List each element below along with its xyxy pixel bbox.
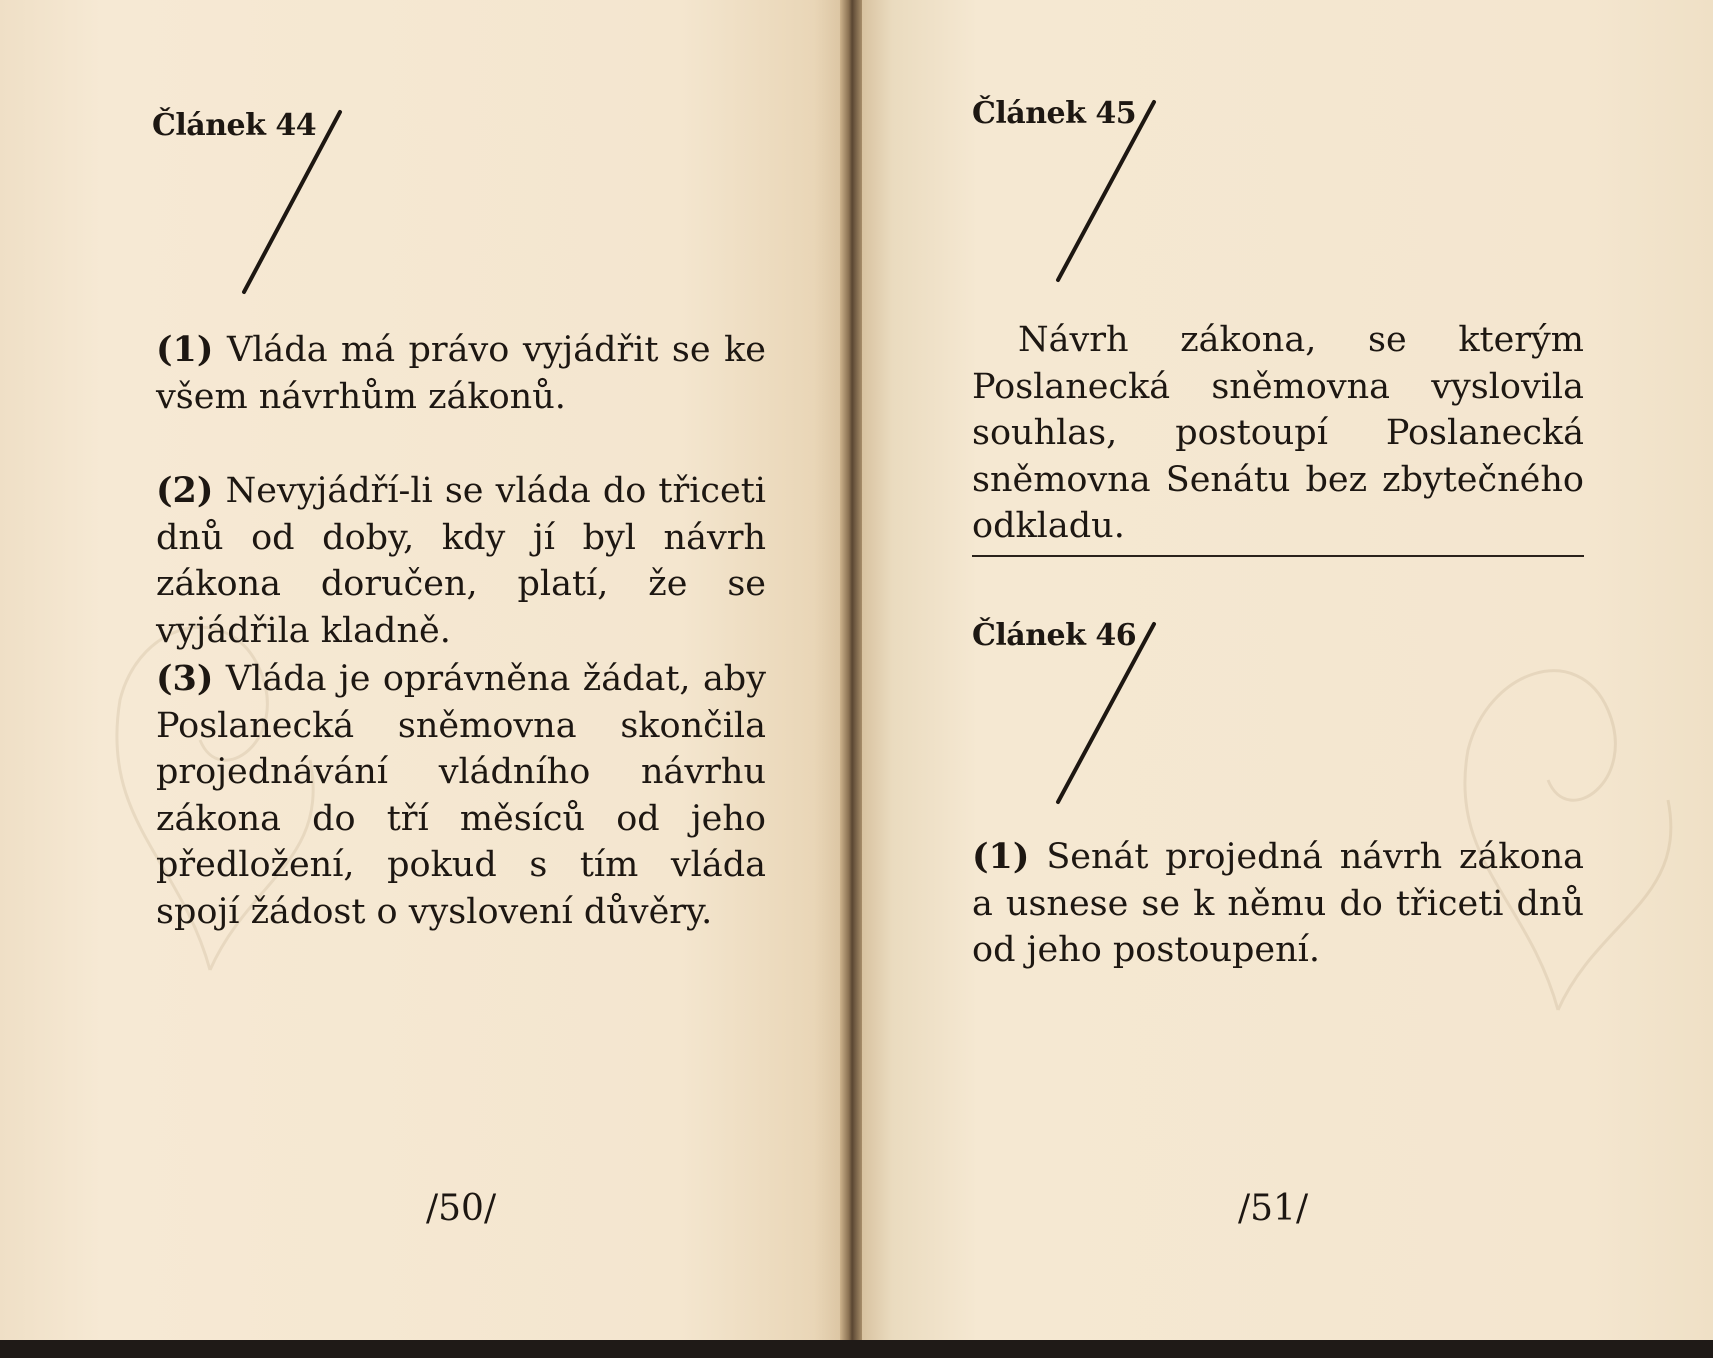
article-45-slash-ornament — [1044, 96, 1164, 286]
book-spine-gutter — [840, 0, 862, 1348]
paragraph-text: Senát projedná návrh zákona a usnese se k němu do třiceti dnů od jeho postoupení. — [972, 837, 1584, 970]
paragraph-number: (1) — [972, 836, 1030, 877]
table-surface — [0, 1340, 1713, 1358]
article-46-paragraph-1 — [972, 834, 1584, 974]
article-45-heading: Článek 45 — [972, 96, 1137, 131]
paragraph-text: Vláda je oprávněna žádat, aby Poslanecká sněmovna skončila projednávání vládního návrhu zákona do tří měsíců od jeho předložení, pokud s tím vláda spojí žádost o vyslovení důvěry. — [156, 659, 766, 932]
article-45-text — [972, 317, 1584, 550]
article-44-slash-ornament — [230, 108, 350, 298]
article-44-paragraph-1 — [156, 327, 766, 420]
paragraph-number: (1) — [156, 329, 214, 370]
page-number-right: /51/ — [1238, 1188, 1309, 1229]
paragraph-text: Návrh zákona, se kterým Poslanecká sněmovna vyslovila souhlas, postoupí Poslanecká sněmovna Senátu bez zbytečného odkladu. — [972, 320, 1584, 546]
article-46-heading: Článek 46 — [972, 618, 1137, 653]
article-divider — [972, 555, 1584, 557]
left-page — [0, 0, 848, 1348]
paragraph-number: (3) — [156, 658, 214, 699]
paragraph-text: Vláda má právo vyjádřit se ke všem návrhům zákonů. — [156, 330, 766, 417]
article-44-paragraph-3 — [156, 656, 766, 935]
paragraph-text: Nevyjádří-li se vláda do třiceti dnů od doby, kdy jí byl návrh zákona doručen, platí, že se vyjádřila kladně. — [156, 471, 766, 651]
article-44-paragraph-2 — [156, 468, 766, 654]
page-number-left: /50/ — [426, 1188, 497, 1229]
paragraph-number: (2) — [156, 470, 214, 511]
article-44-heading: Článek 44 — [152, 108, 317, 143]
right-page — [858, 0, 1713, 1348]
article-46-slash-ornament — [1044, 618, 1164, 808]
